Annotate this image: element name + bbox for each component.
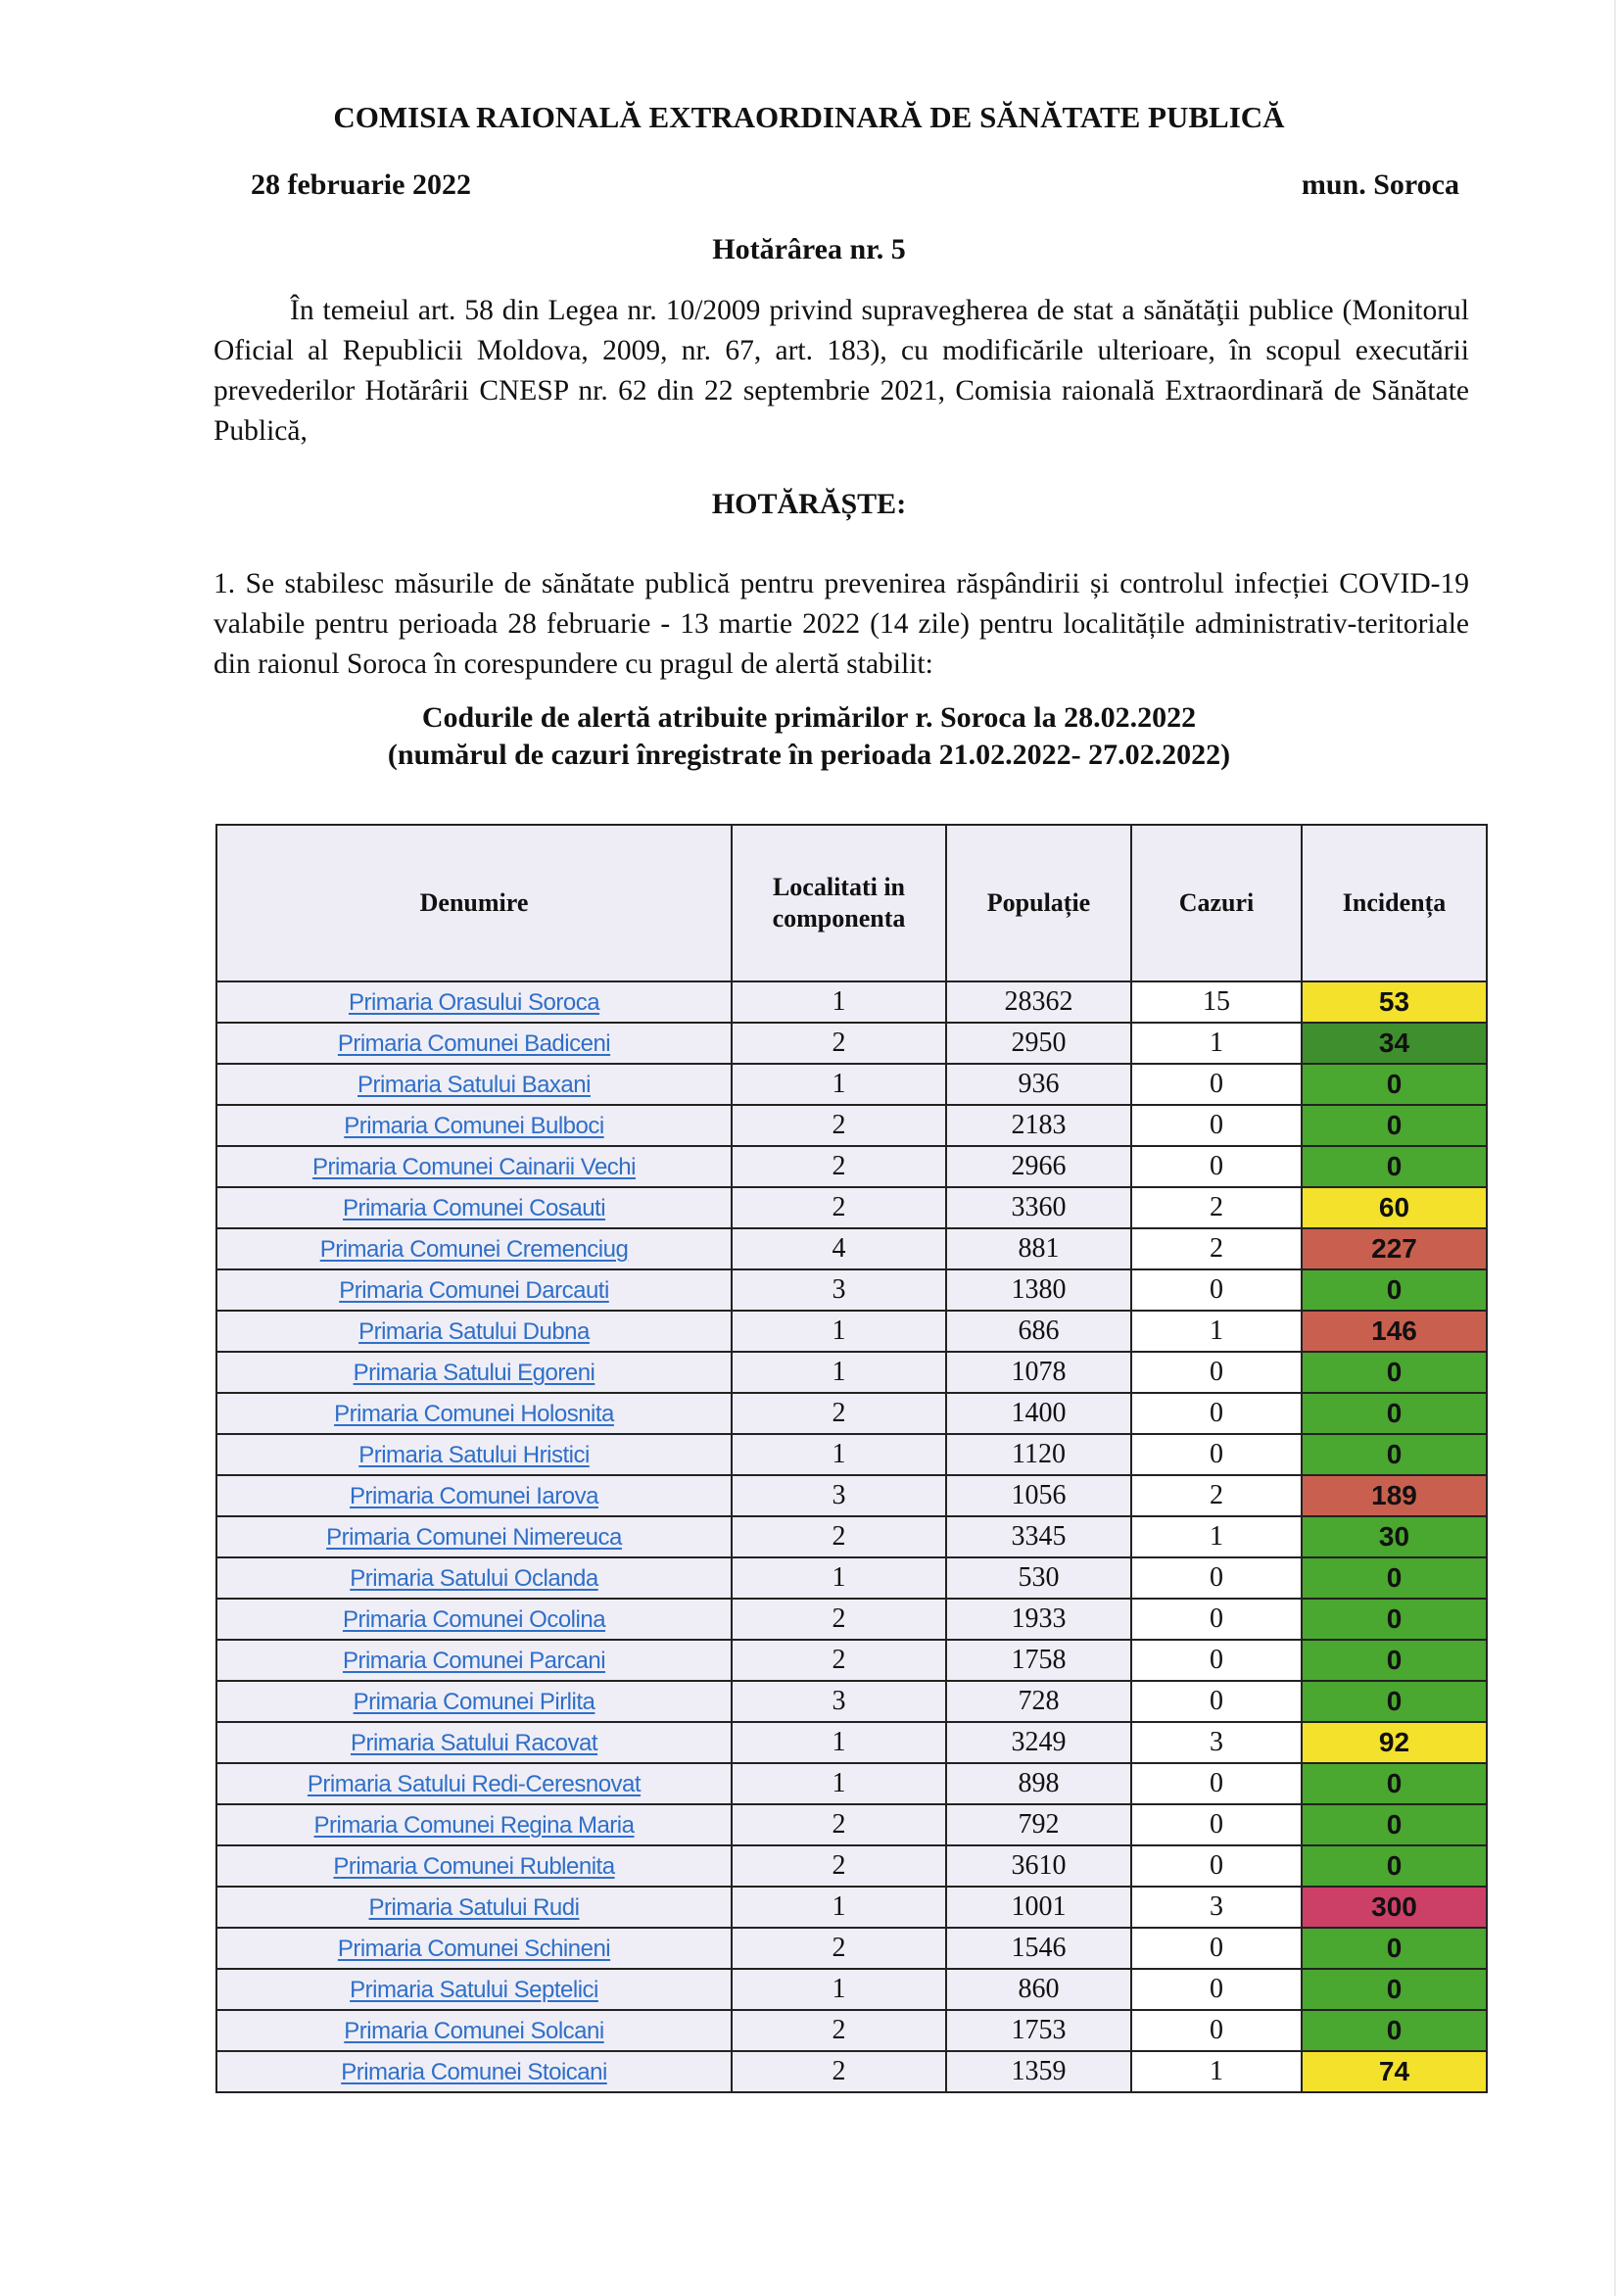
cell-name <box>216 1023 732 1064</box>
table-row <box>216 1269 1487 1311</box>
cell-cases: 1 <box>1131 1311 1302 1352</box>
primaria-link[interactable]: Primaria Satului Hristici <box>358 1442 590 1468</box>
cell-localities: 2 <box>732 1146 946 1187</box>
point-1-paragraph: 1. Se stabilesc măsurile de sănătate publică pentru prevenirea răspândirii și controlul infecției COVID-19 valabile pentru perioada 28 februarie - 13 martie 2022 (14 zile) pentru localitățile administrativ-teritoriale din raionul Soroca în corespundere cu pragul de alertă stabilit: <box>214 568 1469 680</box>
primaria-link[interactable]: Primaria Satului Redi-Ceresnovat <box>307 1771 642 1797</box>
cell-population: 1056 <box>946 1475 1131 1516</box>
document-place: mun. Soroca <box>1301 168 1459 201</box>
cell-cases: 0 <box>1131 1969 1302 2010</box>
cell-localities: 2 <box>732 1845 946 1887</box>
cell-incidence-green: 0 <box>1302 1269 1487 1311</box>
cell-incidence-green: 0 <box>1302 1845 1487 1887</box>
cell-cases: 3 <box>1131 1887 1302 1928</box>
cell-localities: 2 <box>732 1804 946 1845</box>
table-row <box>216 1845 1487 1887</box>
cell-localities: 2 <box>732 1023 946 1064</box>
cell-localities: 2 <box>732 2051 946 2092</box>
cell-localities: 1 <box>732 1969 946 2010</box>
cell-incidence-green: 0 <box>1302 1640 1487 1681</box>
cell-name <box>216 1969 732 2010</box>
primaria-link[interactable]: Primaria Satului Egoreni <box>353 1360 595 1386</box>
cell-localities: 2 <box>732 1187 946 1228</box>
primaria-link[interactable]: Primaria Comunei Darcauti <box>339 1277 609 1304</box>
primaria-link[interactable]: Primaria Comunei Cremenciug <box>319 1236 629 1263</box>
cell-population: 860 <box>946 1969 1131 2010</box>
cell-incidence-green: 0 <box>1302 1352 1487 1393</box>
cell-incidence-green: 0 <box>1302 1681 1487 1722</box>
cell-name <box>216 1269 732 1311</box>
table-row <box>216 2010 1487 2051</box>
cell-population: 728 <box>946 1681 1131 1722</box>
cell-localities: 1 <box>732 1311 946 1352</box>
cell-incidence-green: 0 <box>1302 2010 1487 2051</box>
cell-localities: 2 <box>732 1516 946 1557</box>
cell-incidence-green: 0 <box>1302 1105 1487 1146</box>
cell-name <box>216 1311 732 1352</box>
cell-population: 1758 <box>946 1640 1131 1681</box>
table-row <box>216 1763 1487 1804</box>
primaria-link[interactable]: Primaria Comunei Cosauti <box>342 1195 606 1221</box>
table-row <box>216 1681 1487 1722</box>
primaria-link[interactable]: Primaria Comunei Stoicani <box>341 2059 607 2085</box>
table-row <box>216 1352 1487 1393</box>
cell-incidence-green: 0 <box>1302 1064 1487 1105</box>
document-title: COMISIA RAIONALĂ EXTRAORDINARĂ DE SĂNĂTATE PUBLICĂ <box>333 100 1285 134</box>
table-row <box>216 1887 1487 1928</box>
table-row <box>216 1146 1487 1187</box>
cell-name <box>216 1845 732 1887</box>
cell-name <box>216 1105 732 1146</box>
cell-cases: 1 <box>1131 1023 1302 1064</box>
cell-cases: 1 <box>1131 1516 1302 1557</box>
cell-localities: 1 <box>732 1434 946 1475</box>
cell-incidence-yellow: 74 <box>1302 2051 1487 2092</box>
table-row <box>216 1393 1487 1434</box>
cell-cases: 0 <box>1131 2010 1302 2051</box>
table-row <box>216 1557 1487 1599</box>
cell-incidence-red: 189 <box>1302 1475 1487 1516</box>
cell-incidence-green: 0 <box>1302 1146 1487 1187</box>
decision-number: Hotărârea nr. 5 <box>712 233 906 265</box>
cell-incidence-green: 0 <box>1302 1763 1487 1804</box>
primaria-link[interactable]: Primaria Comunei Rublenita <box>333 1853 615 1880</box>
cell-localities: 1 <box>732 1064 946 1105</box>
cell-population: 936 <box>946 1064 1131 1105</box>
cell-cases: 0 <box>1131 1064 1302 1105</box>
cell-localities: 3 <box>732 1269 946 1311</box>
cell-cases: 0 <box>1131 1105 1302 1146</box>
cell-name <box>216 1475 732 1516</box>
cell-incidence-yellow: 92 <box>1302 1722 1487 1763</box>
cell-population: 1359 <box>946 2051 1131 2092</box>
primaria-link[interactable]: Primaria Comunei Cainarii Vechi <box>312 1154 636 1180</box>
table-row <box>216 1064 1487 1105</box>
cell-localities: 4 <box>732 1228 946 1269</box>
table-row <box>216 1722 1487 1763</box>
scan-edge-line <box>1614 0 1616 2296</box>
header-localities-label: Localitati in componenta <box>772 873 906 933</box>
cell-cases: 2 <box>1131 1187 1302 1228</box>
cell-localities: 1 <box>732 1887 946 1928</box>
cell-localities: 2 <box>732 1640 946 1681</box>
cell-population: 3249 <box>946 1722 1131 1763</box>
cell-population: 792 <box>946 1804 1131 1845</box>
cell-name <box>216 1928 732 1969</box>
cell-name <box>216 1681 732 1722</box>
table-body <box>216 981 1487 2092</box>
cell-population: 1001 <box>946 1887 1131 1928</box>
table-caption-line-1: Codurile de alertă atribuite primărilor r. Soroca la 28.02.2022 <box>421 701 1197 734</box>
cell-cases: 15 <box>1131 981 1302 1023</box>
cell-name <box>216 2010 732 2051</box>
primaria-link[interactable]: Primaria Comunei Bulboci <box>344 1113 604 1139</box>
primaria-link[interactable]: Primaria Comunei Badiceni <box>337 1030 611 1057</box>
cell-name <box>216 2051 732 2092</box>
cell-cases: 0 <box>1131 1352 1302 1393</box>
cell-incidence-green: 0 <box>1302 1434 1487 1475</box>
cell-localities: 3 <box>732 1475 946 1516</box>
cell-name <box>216 1804 732 1845</box>
header-localities <box>732 825 946 981</box>
cell-cases: 0 <box>1131 1928 1302 1969</box>
table-caption <box>0 699 1618 774</box>
cell-name <box>216 1228 732 1269</box>
cell-name <box>216 1887 732 1928</box>
primaria-link[interactable]: Primaria Comunei Nimereuca <box>326 1524 622 1551</box>
cell-cases: 0 <box>1131 1845 1302 1887</box>
cell-population: 1120 <box>946 1434 1131 1475</box>
primaria-link[interactable]: Primaria Satului Rudi <box>368 1894 580 1921</box>
cell-incidence-green: 0 <box>1302 1393 1487 1434</box>
cell-incidence-green_dark: 34 <box>1302 1023 1487 1064</box>
table-caption-line-2: (numărul de cazuri înregistrate în perioada 21.02.2022- 27.02.2022) <box>387 739 1231 771</box>
cell-name <box>216 1352 732 1393</box>
cell-incidence-green: 0 <box>1302 1969 1487 2010</box>
table-row <box>216 1599 1487 1640</box>
cell-name <box>216 981 732 1023</box>
resolves-heading: HOTĂRĂȘTE: <box>711 488 907 520</box>
primaria-link[interactable]: Primaria Satului Baxani <box>357 1072 591 1098</box>
cell-population: 1933 <box>946 1599 1131 1640</box>
cell-name <box>216 1393 732 1434</box>
header-population: Populație <box>946 825 1131 981</box>
primaria-link[interactable]: Primaria Comunei Ocolina <box>342 1606 606 1633</box>
primaria-link[interactable]: Primaria Comunei Holosnita <box>334 1401 614 1427</box>
table-row <box>216 2051 1487 2092</box>
header-cases: Cazuri <box>1131 825 1302 981</box>
primaria-link[interactable]: Primaria Comunei Parcani <box>342 1648 606 1674</box>
cell-cases: 2 <box>1131 1475 1302 1516</box>
header-name: Denumire <box>216 825 732 981</box>
cell-population: 898 <box>946 1763 1131 1804</box>
cell-localities: 2 <box>732 2010 946 2051</box>
cell-name <box>216 1722 732 1763</box>
cell-incidence-yellow: 60 <box>1302 1187 1487 1228</box>
cell-cases: 0 <box>1131 1434 1302 1475</box>
cell-cases: 0 <box>1131 1804 1302 1845</box>
cell-incidence-red: 227 <box>1302 1228 1487 1269</box>
cell-population: 1380 <box>946 1269 1131 1311</box>
cell-name <box>216 1187 732 1228</box>
primaria-link[interactable]: Primaria Satului Oclanda <box>350 1565 598 1592</box>
table-row <box>216 1105 1487 1146</box>
cell-population: 3360 <box>946 1187 1131 1228</box>
cell-localities: 1 <box>732 1352 946 1393</box>
cell-cases: 0 <box>1131 1599 1302 1640</box>
cell-localities: 1 <box>732 1763 946 1804</box>
cell-cases: 0 <box>1131 1763 1302 1804</box>
cell-population: 530 <box>946 1557 1131 1599</box>
cell-name <box>216 1599 732 1640</box>
table-row <box>216 1475 1487 1516</box>
primaria-link[interactable]: Primaria Comunei Regina Maria <box>313 1812 635 1839</box>
table-row <box>216 1187 1487 1228</box>
alert-codes-table <box>215 824 1488 2093</box>
cell-localities: 3 <box>732 1681 946 1722</box>
cell-population: 881 <box>946 1228 1131 1269</box>
cell-cases: 3 <box>1131 1722 1302 1763</box>
cell-population: 1400 <box>946 1393 1131 1434</box>
cell-localities: 1 <box>732 981 946 1023</box>
cell-name <box>216 1763 732 1804</box>
primaria-link[interactable]: Primaria Orasului Soroca <box>348 989 600 1016</box>
header-incidence: Incidența <box>1302 825 1487 981</box>
table-row <box>216 1023 1487 1064</box>
cell-name <box>216 1064 732 1105</box>
primaria-link[interactable]: Primaria Comunei Pirlita <box>353 1689 595 1715</box>
cell-name <box>216 1640 732 1681</box>
cell-cases: 0 <box>1131 1393 1302 1434</box>
cell-population: 1078 <box>946 1352 1131 1393</box>
cell-localities: 2 <box>732 1105 946 1146</box>
primaria-link[interactable]: Primaria Comunei Schineni <box>337 1936 611 1962</box>
cell-incidence-red: 146 <box>1302 1311 1487 1352</box>
cell-cases: 0 <box>1131 1269 1302 1311</box>
cell-cases: 0 <box>1131 1557 1302 1599</box>
cell-localities: 2 <box>732 1928 946 1969</box>
cell-population: 28362 <box>946 981 1131 1023</box>
cell-population: 3345 <box>946 1516 1131 1557</box>
cell-name <box>216 1516 732 1557</box>
cell-incidence-yellow: 53 <box>1302 981 1487 1023</box>
cell-population: 1546 <box>946 1928 1131 1969</box>
table-row <box>216 1434 1487 1475</box>
cell-population: 686 <box>946 1311 1131 1352</box>
cell-localities: 1 <box>732 1722 946 1763</box>
primaria-link[interactable]: Primaria Comunei Iarova <box>350 1483 598 1509</box>
cell-localities: 2 <box>732 1393 946 1434</box>
cell-incidence-green: 0 <box>1302 1804 1487 1845</box>
cell-population: 2950 <box>946 1023 1131 1064</box>
cell-incidence-green: 0 <box>1302 1599 1487 1640</box>
cell-incidence-green: 0 <box>1302 1928 1487 1969</box>
cell-localities: 1 <box>732 1557 946 1599</box>
cell-cases: 1 <box>1131 2051 1302 2092</box>
cell-population: 2966 <box>946 1146 1131 1187</box>
primaria-link[interactable]: Primaria Satului Racovat <box>350 1730 598 1756</box>
cell-incidence-crimson: 300 <box>1302 1887 1487 1928</box>
primaria-link[interactable]: Primaria Comunei Solcani <box>344 2018 604 2044</box>
cell-incidence-green: 30 <box>1302 1516 1487 1557</box>
table-row <box>216 1804 1487 1845</box>
preamble-paragraph: În temeiul art. 58 din Legea nr. 10/2009 privind supravegherea de stat a sănătăţii publice (Monitorul Oficial al Republicii Moldova, 2009, nr. 67, art. 183), cu modificările ulterioare, în scopul executării prevederilor Hotărârii CNESP nr. 62 din 22 septembrie 2021, Comisia raională Extraordinară de Sănătate Publică, <box>214 295 1469 447</box>
primaria-link[interactable]: Primaria Satului Dubna <box>358 1318 590 1345</box>
table-row <box>216 1928 1487 1969</box>
table-row <box>216 1516 1487 1557</box>
cell-incidence-green: 0 <box>1302 1557 1487 1599</box>
table-row <box>216 1969 1487 2010</box>
cell-population: 3610 <box>946 1845 1131 1887</box>
cell-localities: 2 <box>732 1599 946 1640</box>
cell-cases: 0 <box>1131 1681 1302 1722</box>
document-date: 28 februarie 2022 <box>251 168 471 201</box>
cell-name <box>216 1557 732 1599</box>
cell-cases: 0 <box>1131 1146 1302 1187</box>
cell-cases: 0 <box>1131 1640 1302 1681</box>
table-row <box>216 981 1487 1023</box>
cell-population: 2183 <box>946 1105 1131 1146</box>
cell-cases: 2 <box>1131 1228 1302 1269</box>
table-row <box>216 1640 1487 1681</box>
cell-name <box>216 1146 732 1187</box>
table-header-row <box>216 825 1487 981</box>
primaria-link[interactable]: Primaria Satului Septelici <box>350 1977 598 2003</box>
table-row <box>216 1311 1487 1352</box>
table-row <box>216 1228 1487 1269</box>
cell-population: 1753 <box>946 2010 1131 2051</box>
cell-name <box>216 1434 732 1475</box>
